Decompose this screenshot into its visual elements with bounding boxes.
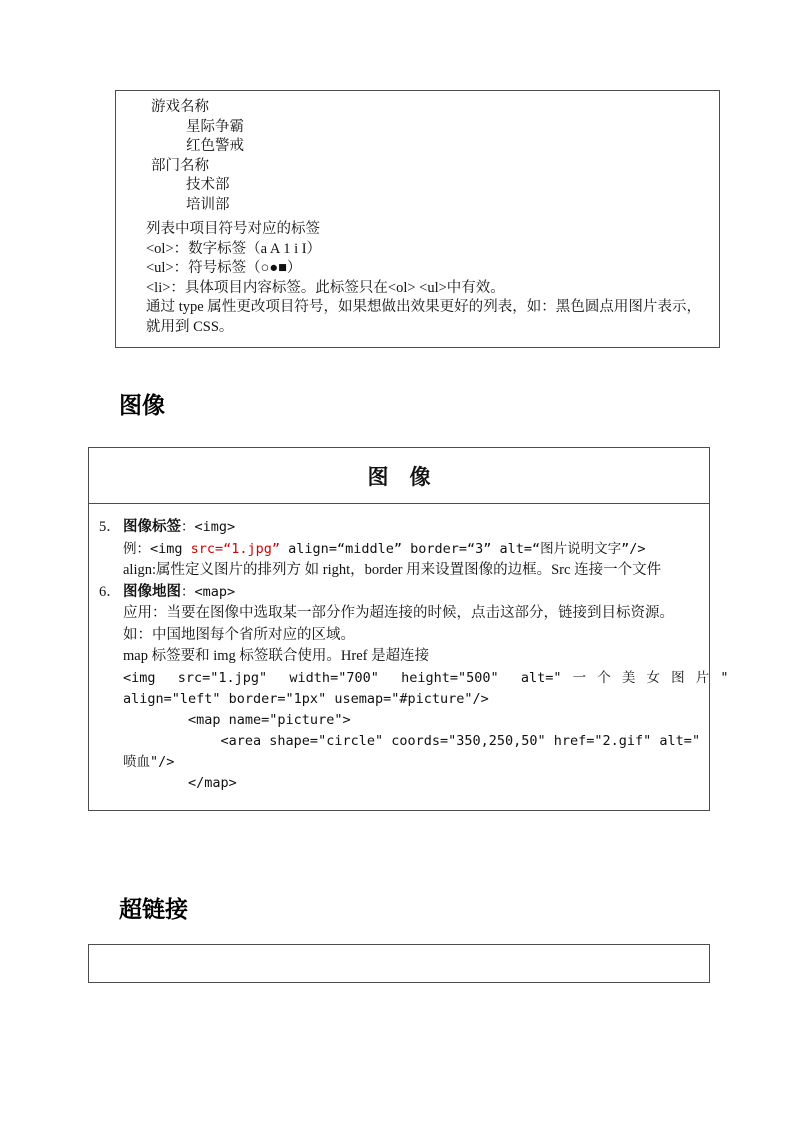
item-label: 图像标签 xyxy=(123,519,181,535)
list-item: 部门名称 xyxy=(151,157,209,174)
code-suffix: align=“middle” border=“3” alt=“图片说明文字”/> xyxy=(280,540,646,557)
item-label: 图像地图 xyxy=(123,583,181,600)
item-tag: ：<map> xyxy=(181,583,236,600)
paragraph: 应用：当要在图像中选取某一部分作为超连接的时候，点击这部分，链接到目标资源。 xyxy=(123,605,674,621)
paragraph: 列表中项目符号对应的标签 xyxy=(146,221,320,237)
item-tag: ：<img> xyxy=(181,519,236,535)
list-item: 星际争霸 xyxy=(186,118,244,135)
paragraph: align:属性定义图片的排列方 如 right，border 用来设置图像的边框。Src 连接一个文件 xyxy=(123,562,662,578)
item-6-heading xyxy=(99,582,695,604)
list-notes-box xyxy=(115,90,720,348)
paragraph: 通过 type 属性更改项目符号，如果想做出效果更好的列表，如：黑色圆点用图片表示，就用到 CSS。 xyxy=(146,299,701,335)
code-line: 喷血"/> xyxy=(123,753,175,770)
code-line: <img src="1.jpg" width="700" height="500" alt=" 一 个 美 女 图 片 " xyxy=(123,669,729,686)
item-5-heading xyxy=(99,517,695,539)
table-body xyxy=(89,504,729,810)
list-item: 红色警戒 xyxy=(186,138,244,154)
paragraph: map 标签要和 img 标签联合使用。Href 是超连接 xyxy=(123,648,430,664)
paragraph: <ul>：符号标签（○●■） xyxy=(146,260,302,276)
section-heading-hyperlink: 超链接 xyxy=(119,897,188,923)
image-section-table xyxy=(88,447,729,811)
img-example-code-line xyxy=(123,539,695,561)
red-src-attribute: src=“1.jpg” xyxy=(190,540,281,557)
item-number: 5． xyxy=(99,519,121,535)
paragraph: <ol>：数字标签（a A 1 i I） xyxy=(146,240,322,257)
code-line: align="left" border="1px" usemap="#picture"/> xyxy=(123,690,489,707)
list-item: 技术部 xyxy=(186,177,230,193)
code-line: <area shape="circle" coords="350,250,50" href="2.gif" alt=" xyxy=(123,732,701,749)
code-prefix: 例：<img xyxy=(123,540,191,557)
list-item: 游戏名称 xyxy=(151,99,209,115)
list-item: 培训部 xyxy=(186,196,230,213)
paragraph: <li>：具体项目内容标签。此标签只在<ol> <ul>中有效。 xyxy=(146,279,505,296)
hyperlink-content-box xyxy=(88,944,710,983)
table-title: 图 像 xyxy=(89,448,709,504)
code-line: <map name="picture"> xyxy=(123,711,351,728)
paragraph: 如：中国地图每个省所对应的区域。 xyxy=(123,626,355,643)
item-number: 6． xyxy=(99,583,121,600)
section-heading-image: 图像 xyxy=(119,393,165,419)
code-line: </map> xyxy=(123,774,237,791)
